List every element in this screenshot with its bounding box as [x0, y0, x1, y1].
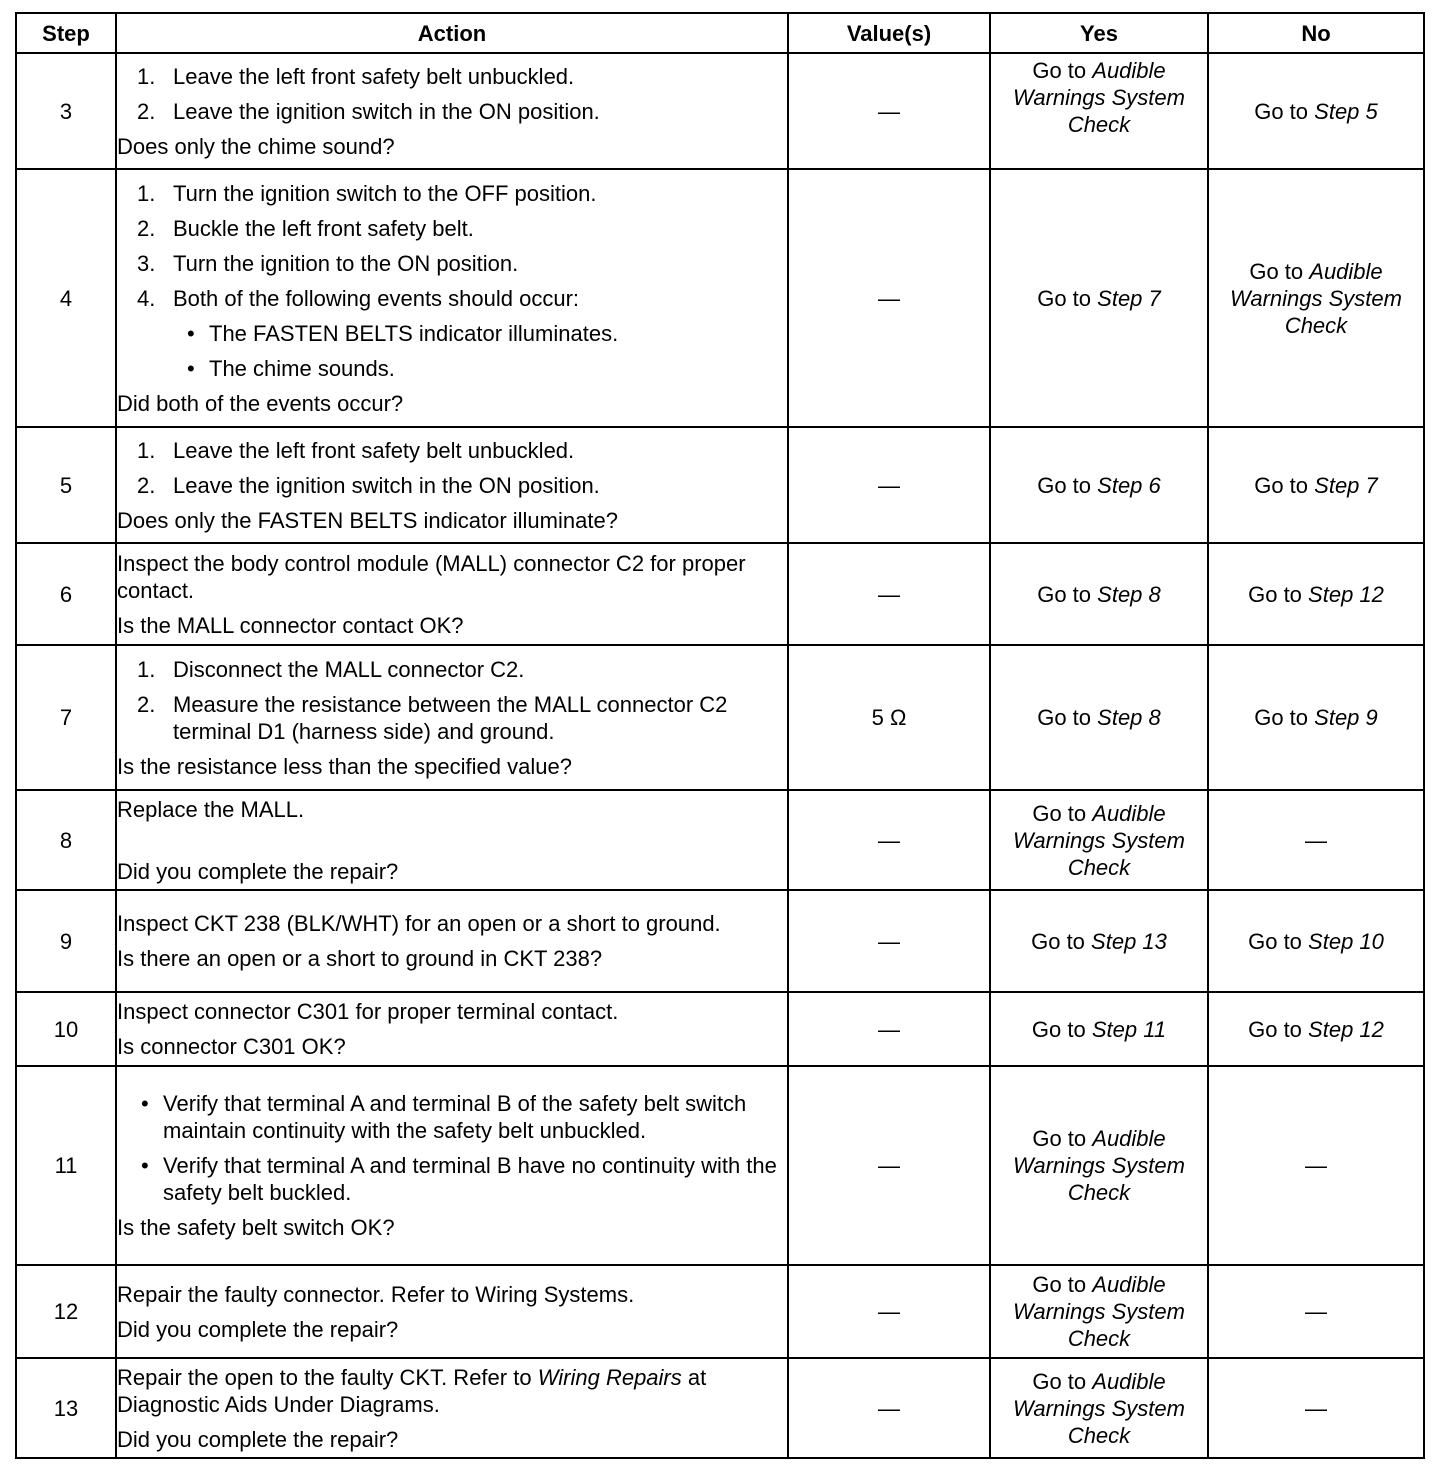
- table-row: [16, 790, 1424, 890]
- no-cell: Go to Step 12: [1208, 992, 1424, 1066]
- action-cell: [116, 1066, 788, 1265]
- action-cell: [116, 169, 788, 427]
- step-number: 3: [16, 53, 116, 169]
- step-number: 13: [16, 1358, 116, 1458]
- step-number: 12: [16, 1265, 116, 1358]
- no-cell: Go to Step 9: [1208, 645, 1424, 790]
- yes-cell: Go to Step 7: [990, 169, 1208, 427]
- no-cell: —: [1208, 1358, 1424, 1458]
- action-sub-bullet: • The FASTEN BELTS indicator illuminates.: [187, 320, 619, 346]
- step-number: 11: [16, 1066, 116, 1265]
- table-row: [16, 1066, 1424, 1265]
- action-bullet: • Verify that terminal A and terminal B have no continuity with the safety belt buckled.: [141, 1153, 777, 1205]
- action-cell: [116, 1265, 788, 1358]
- yes-cell: Go to Step 6: [990, 427, 1208, 543]
- action-item: 2. Buckle the left front safety belt.: [137, 215, 474, 241]
- action-question: Is the safety belt switch OK?: [117, 1215, 395, 1240]
- action-text: Inspect connector C301 for proper terminal contact.: [117, 999, 619, 1024]
- action-cell: [116, 543, 788, 645]
- step-number: 7: [16, 645, 116, 790]
- value-cell: —: [788, 992, 990, 1066]
- table-row: [16, 645, 1424, 790]
- action-cell: [116, 645, 788, 790]
- action-cell: [116, 992, 788, 1066]
- action-cell: [116, 790, 788, 890]
- action-text: Inspect the body control module (MALL) connector C2 for proper contact.: [117, 550, 746, 603]
- action-text: Inspect CKT 238 (BLK/WHT) for an open or a short to ground.: [117, 911, 721, 936]
- action-question: Did you complete the repair?: [117, 1426, 399, 1452]
- value-cell: —: [788, 427, 990, 543]
- header-action: Action: [116, 13, 788, 53]
- action-item: 1. Disconnect the MALL connector C2.: [137, 656, 525, 682]
- action-cell: [116, 1358, 788, 1458]
- table-row: [16, 1358, 1424, 1458]
- table-row: [16, 543, 1424, 645]
- action-question: Does only the FASTEN BELTS indicator illuminate?: [117, 507, 618, 533]
- no-cell: Go to Audible Warnings System Check: [1208, 169, 1424, 427]
- action-item: 1. Turn the ignition switch to the OFF position.: [137, 180, 597, 206]
- action-sub-bullet: • The chime sounds.: [187, 355, 395, 381]
- action-question: Did you complete the repair?: [117, 1316, 399, 1342]
- table-row: [16, 169, 1424, 427]
- table-row: [16, 992, 1424, 1066]
- action-question: Is connector C301 OK?: [117, 1034, 346, 1059]
- action-question: Is there an open or a short to ground in CKT 238?: [117, 946, 603, 971]
- action-text: Repair the faulty connector. Refer to Wiring Systems.: [117, 1281, 635, 1307]
- no-cell: —: [1208, 1265, 1424, 1358]
- yes-cell: Go to Audible Warnings System Check: [990, 790, 1208, 890]
- yes-cell: Go to Step 8: [990, 543, 1208, 645]
- value-cell: —: [788, 1265, 990, 1358]
- action-item: 4. Both of the following events should occur: • The FASTEN BELTS indicator illuminates. • The chime sounds.: [117, 285, 787, 382]
- yes-cell: Go to Audible Warnings System Check: [990, 1358, 1208, 1458]
- action-bullet: • Verify that terminal A and terminal B of the safety belt switch maintain continuity with the safety belt unbuckled.: [141, 1091, 747, 1143]
- step-number: 8: [16, 790, 116, 890]
- value-cell: 5 Ω: [788, 645, 990, 790]
- no-cell: Go to Step 5: [1208, 53, 1424, 169]
- action-item: 2. Measure the resistance between the MALL connector C2 terminal D1 (harness side) and ground.: [137, 691, 728, 744]
- action-question: Does only the chime sound?: [117, 133, 395, 159]
- action-cell: [116, 53, 788, 169]
- header-values: Value(s): [788, 13, 990, 53]
- no-cell: Go to Step 12: [1208, 543, 1424, 645]
- action-cell: [116, 890, 788, 992]
- step-number: 5: [16, 427, 116, 543]
- value-cell: —: [788, 890, 990, 992]
- step-number: 10: [16, 992, 116, 1066]
- header-step: Step: [16, 13, 116, 53]
- step-number: 4: [16, 169, 116, 427]
- yes-cell: Go to Step 11: [990, 992, 1208, 1066]
- yes-cell: Go to Audible Warnings System Check: [990, 1066, 1208, 1265]
- table-row: [16, 53, 1424, 169]
- yes-cell: Go to Audible Warnings System Check: [990, 53, 1208, 169]
- value-cell: —: [788, 543, 990, 645]
- table-row: [16, 890, 1424, 992]
- table-row: [16, 1265, 1424, 1358]
- action-question: Is the resistance less than the specified value?: [117, 753, 572, 779]
- no-cell: —: [1208, 1066, 1424, 1265]
- action-item: 1. Leave the left front safety belt unbuckled.: [137, 63, 575, 89]
- value-cell: —: [788, 1066, 990, 1265]
- step-number: 9: [16, 890, 116, 992]
- yes-cell: Go to Step 8: [990, 645, 1208, 790]
- value-cell: —: [788, 1358, 990, 1458]
- yes-cell: Go to Step 13: [990, 890, 1208, 992]
- action-item: 2. Leave the ignition switch in the ON position.: [137, 98, 600, 124]
- action-item: 1. Leave the left front safety belt unbuckled.: [137, 437, 575, 463]
- value-cell: —: [788, 169, 990, 427]
- action-item: 2. Leave the ignition switch in the ON position.: [137, 472, 600, 498]
- action-cell: [116, 427, 788, 543]
- no-cell: Go to Step 10: [1208, 890, 1424, 992]
- value-cell: —: [788, 53, 990, 169]
- diagnostic-table: [15, 12, 1425, 1459]
- action-question: Is the MALL connector contact OK?: [117, 612, 464, 638]
- table-row: [16, 427, 1424, 543]
- action-question: Did both of the events occur?: [117, 390, 404, 416]
- yes-cell: Go to Audible Warnings System Check: [990, 1265, 1208, 1358]
- step-number: 6: [16, 543, 116, 645]
- header-no: No: [1208, 13, 1424, 53]
- action-text: Repair the open to the faulty CKT. Refer to Wiring Repairs at Diagnostic Aids Under Diagrams.: [117, 1364, 707, 1417]
- action-question: Did you complete the repair?: [117, 858, 399, 884]
- table-header-row: [16, 13, 1424, 53]
- value-cell: —: [788, 790, 990, 890]
- no-cell: Go to Step 7: [1208, 427, 1424, 543]
- action-text: Replace the MALL.: [117, 796, 305, 822]
- header-yes: Yes: [990, 13, 1208, 53]
- action-item: 3. Turn the ignition to the ON position.: [137, 250, 519, 276]
- no-cell: —: [1208, 790, 1424, 890]
